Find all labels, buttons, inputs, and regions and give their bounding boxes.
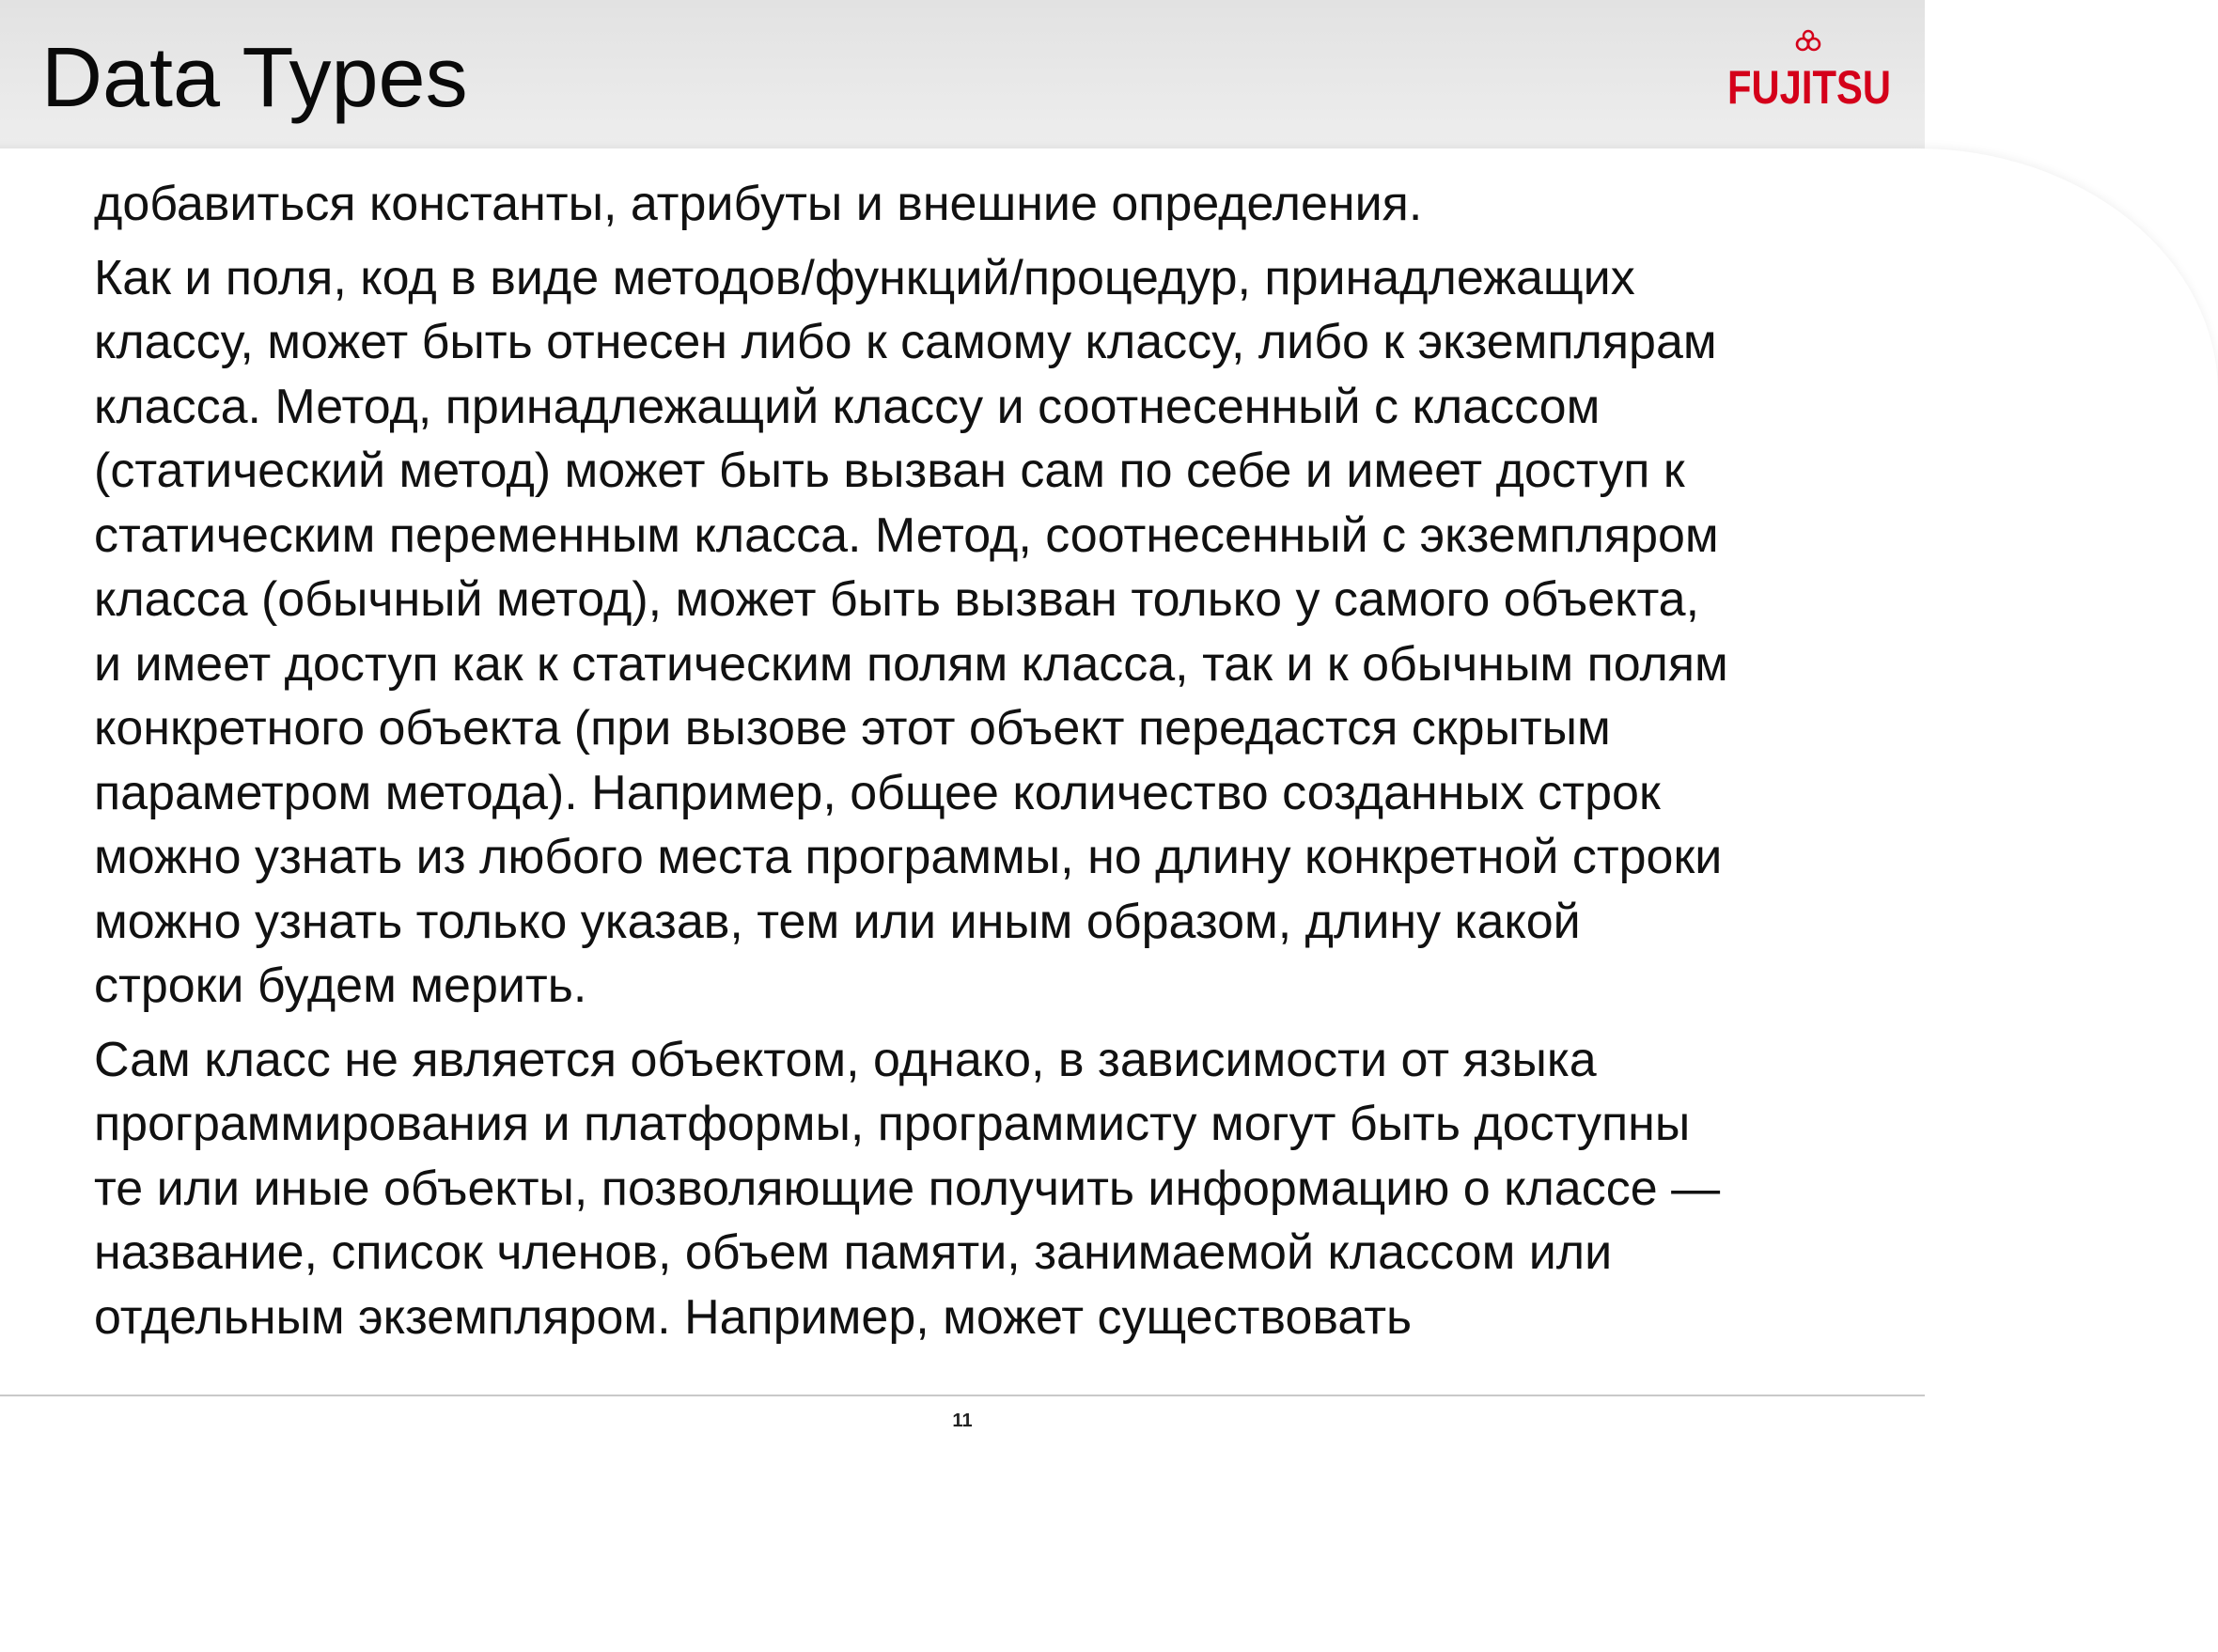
svg-text:FUJITSU: FUJITSU — [1727, 61, 1891, 114]
page-number: 11 — [952, 1410, 973, 1431]
body-paragraph-2: Как и поля, код в виде методов/функций/процедур, принадлежащих классу, может быть отнесен либо к самому классу, либо к экземплярам класса. Метод, принадлежащий классу и соотнесенный с классом (статический метод) может быть вызван сам по себе и имеет доступ к статическим переменным класса. Метод, соотнесенный с экземпляром класса (обычный метод), может быть вызван только у самого объекта, и имеет доступ как к статическим полям класса, так и к обычным полям конкретного объекта (при вызове этот объект передастся скрытым параметром метода). Например, общее количество созданных строк можно узнать из любого места программы, но длину конкретной строки можно узнать только указав, тем или иным образом, длину какой строки будем мерить. — [94, 250, 1728, 1013]
body-paragraph-1: добавиться константы, атрибуты и внешние определения. — [94, 177, 1423, 231]
slide-body — [94, 172, 1898, 1359]
fujitsu-logo — [1726, 32, 1895, 122]
footer-divider — [0, 1395, 1925, 1396]
body-paragraph-3: Сам класс не является объектом, однако, в зависимости от языка программирования и платформы, программисту могут быть доступны те или иные объекты, позволяющие получить информацию о классе — название, список членов, объем памяти, занимаемой классом или отдельным экземпляром. Например, может существовать — [94, 1032, 1721, 1345]
slide-title: Data Types — [41, 31, 468, 125]
